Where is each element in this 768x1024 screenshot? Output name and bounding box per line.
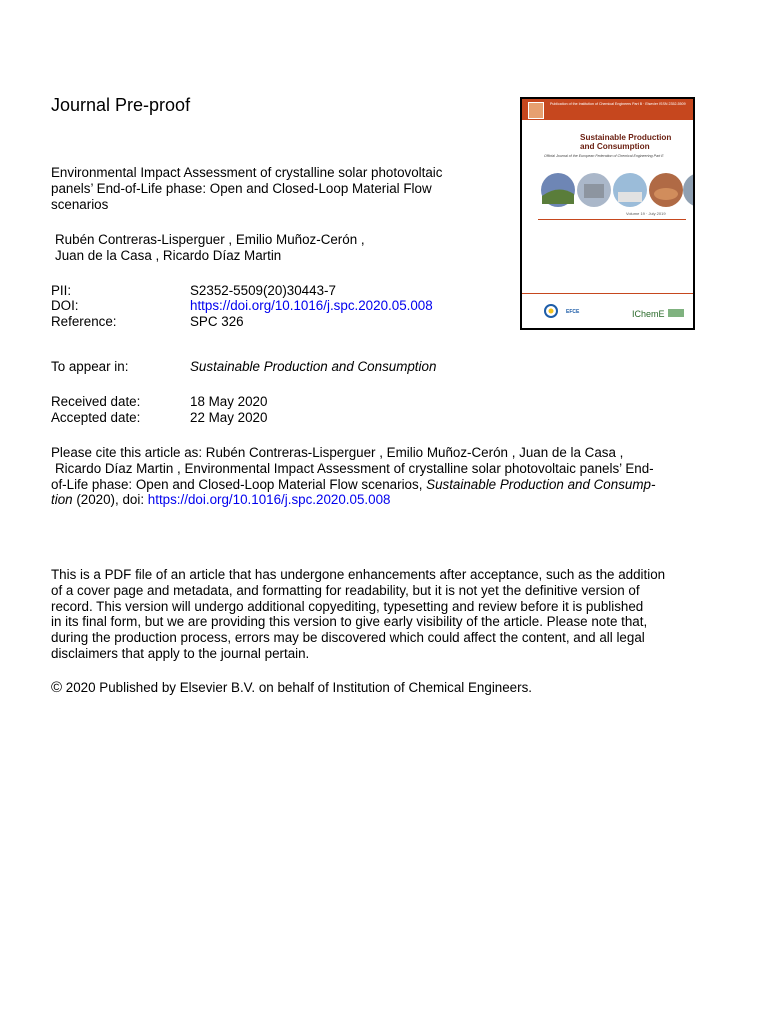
citation-journal: Sustainable Production and Consump- bbox=[426, 476, 656, 492]
copyright-icon: © bbox=[51, 679, 63, 696]
doi-link[interactable]: https://doi.org/10.1016/j.spc.2020.05.008 bbox=[190, 298, 433, 313]
notice-line: This is a PDF file of an article that has undergone enhancements after acceptance, such as the addition bbox=[51, 567, 666, 582]
journal-cover-image bbox=[520, 97, 695, 330]
cover-photo-circles bbox=[522, 170, 695, 210]
citation-text: of-Life phase: Open and Closed-Loop Material Flow scenarios, bbox=[51, 476, 427, 492]
cover-subtitle: Official Journal of the European Federation of Chemical Engineering Part E bbox=[544, 154, 664, 158]
pii-label: PII: bbox=[51, 283, 72, 298]
received-date-value: 18 May 2020 bbox=[190, 394, 268, 409]
citation-block bbox=[51, 445, 691, 508]
citation-line: Ricardo Díaz Martin , Environmental Impact Assessment of crystalline solar photovoltaic panels’ End- bbox=[55, 460, 654, 476]
copyright-text: 2020 Published by Elsevier B.V. on behalf of Institution of Chemical Engineers. bbox=[62, 680, 533, 695]
cover-volume: Volume 19 · July 2019 bbox=[626, 211, 666, 216]
citation-line bbox=[51, 477, 691, 493]
citation-line: Please cite this article as: Rubén Contreras-Lisperguer , Emilio Muñoz-Cerón , Juan de la Casa , bbox=[51, 445, 624, 460]
article-title-line: Environmental Impact Assessment of crystalline solar photovoltaic bbox=[51, 165, 443, 180]
citation-line bbox=[51, 492, 691, 508]
notice-line: in its final form, but we are providing this version to give early visibility of the article. Please note that, bbox=[51, 614, 648, 630]
citation-doi-link[interactable]: https://doi.org/10.1016/j.spc.2020.05.008 bbox=[147, 492, 391, 508]
article-title-line: scenarios bbox=[51, 196, 109, 212]
preproof-notice bbox=[51, 567, 691, 662]
doi-label: DOI: bbox=[51, 298, 79, 313]
notice-line: record. This version will undergo additional copyediting, typesetting and review before it is published bbox=[51, 598, 644, 614]
appear-in-label: To appear in: bbox=[51, 359, 129, 374]
article-title bbox=[51, 165, 491, 212]
icheme-label: IChemE bbox=[632, 309, 665, 319]
pii-value: S2352-5509(20)30443-7 bbox=[190, 283, 336, 298]
cover-photo-5 bbox=[683, 173, 695, 207]
copyright-line bbox=[51, 680, 532, 696]
cover-topline: Publication of the Institution of Chemical Engineers Part B · Elsevier ISSN 2352-5509 bbox=[550, 102, 686, 106]
journal-preproof-label: Journal Pre-proof bbox=[51, 95, 191, 115]
citation-text: (2020), doi: bbox=[72, 492, 148, 508]
citation-journal: tion bbox=[51, 492, 73, 508]
article-title-line: panels’ End-of-Life phase: Open and Closed-Loop Material Flow bbox=[51, 180, 432, 196]
icheme-mark-icon bbox=[668, 309, 684, 317]
article-authors bbox=[55, 232, 495, 264]
efce-label: EFCE bbox=[566, 309, 580, 315]
cover-bottom-band bbox=[522, 293, 693, 328]
received-date-label: Received date: bbox=[51, 394, 141, 409]
reference-label: Reference: bbox=[51, 314, 117, 329]
elsevier-logo-icon bbox=[528, 102, 544, 119]
accepted-date-value: 22 May 2020 bbox=[190, 410, 268, 425]
accepted-date-label: Accepted date: bbox=[51, 410, 141, 425]
efce-logo-icon bbox=[542, 304, 562, 318]
notice-line: during the production process, errors may be discovered which could affect the content, and all legal bbox=[51, 630, 645, 646]
appear-in-value: Sustainable Production and Consumption bbox=[190, 359, 437, 374]
notice-line: disclaimers that apply to the journal pertain. bbox=[51, 645, 310, 661]
cover-divider bbox=[538, 219, 686, 220]
cover-title bbox=[580, 133, 694, 151]
cover-title-line2: and Consumption bbox=[580, 142, 650, 151]
cover-title-line1: Sustainable Production bbox=[580, 133, 672, 142]
authors-line: Juan de la Casa , Ricardo Díaz Martin bbox=[55, 247, 282, 263]
authors-line: Rubén Contreras-Lisperguer , Emilio Muñoz-Cerón , bbox=[55, 232, 365, 247]
notice-line: of a cover page and metadata, and formatting for readability, but it is not yet the definitive version of bbox=[51, 582, 640, 598]
reference-value: SPC 326 bbox=[190, 314, 244, 329]
